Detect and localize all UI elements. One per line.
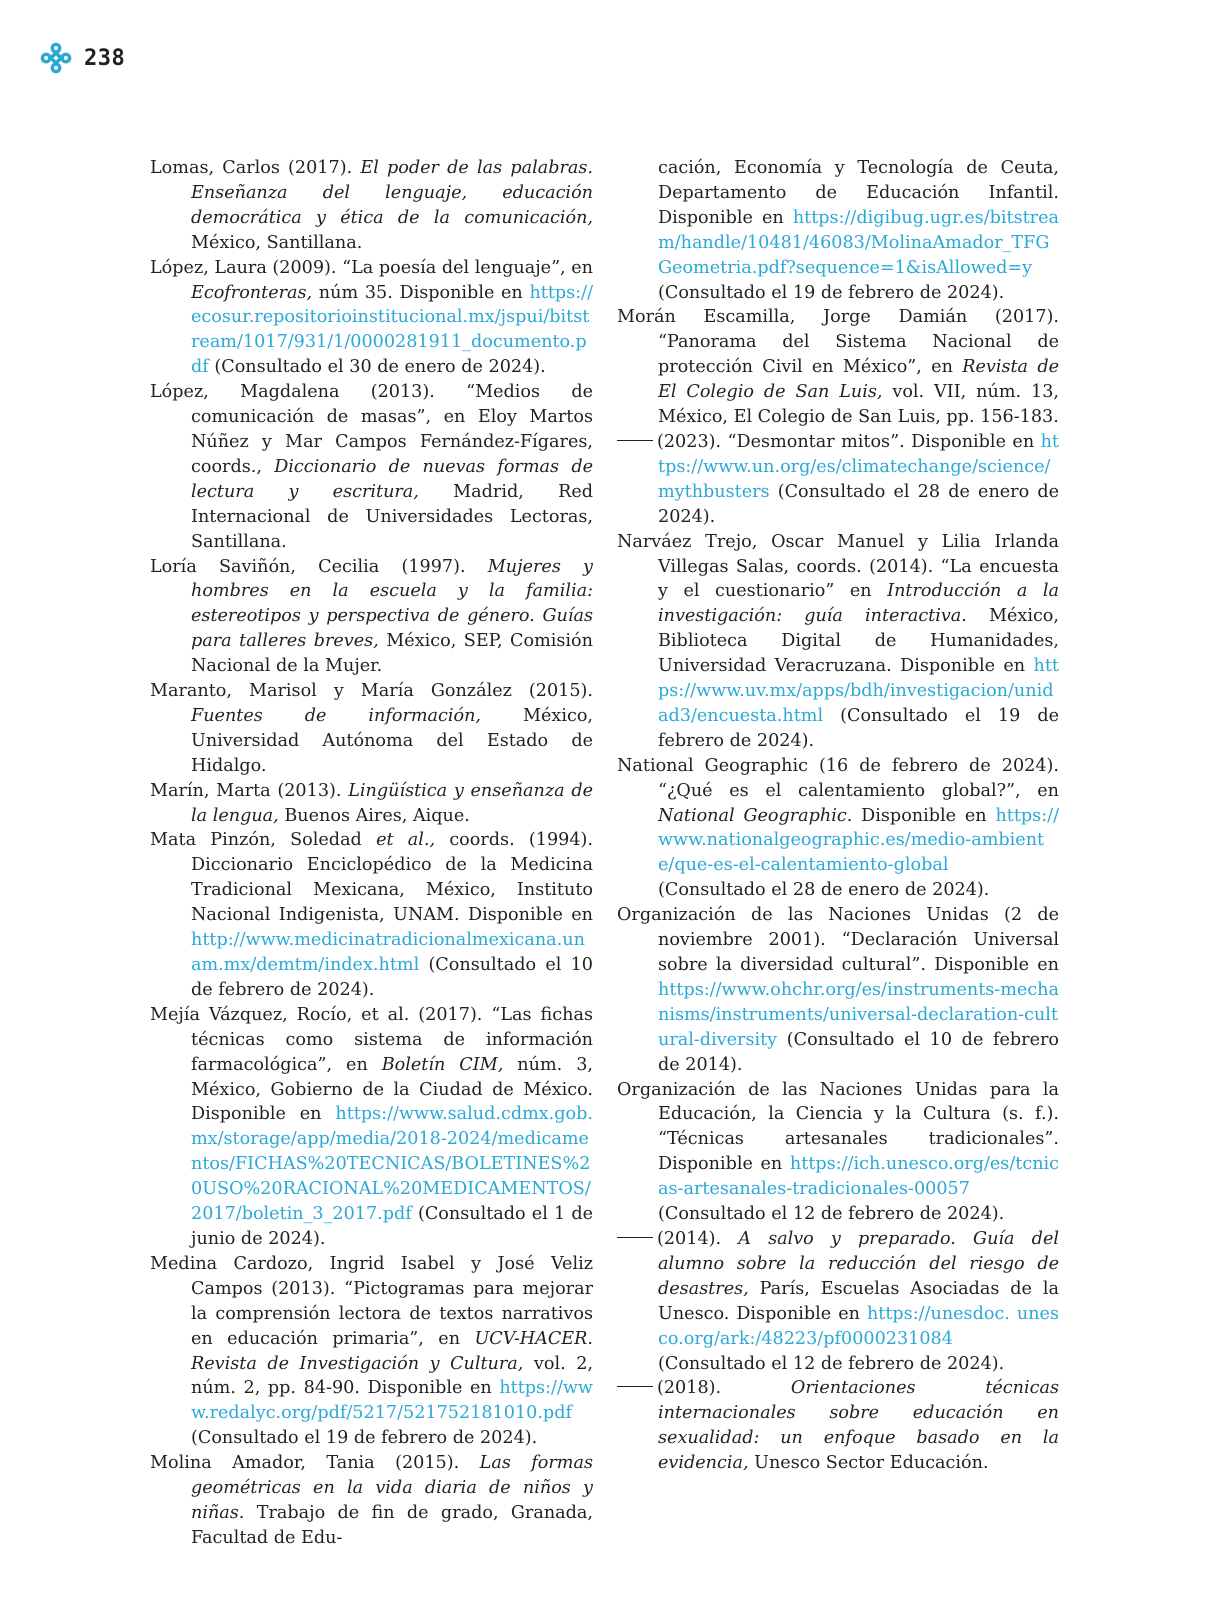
bibliography-entry (150, 1451, 593, 1551)
entry-consulted: (Consultado el 28 de enero de 2024). (658, 880, 990, 901)
entry-consulted: (Consultado el 12 de febrero de 2024). (658, 1353, 1005, 1374)
bibliography-entry (150, 380, 593, 554)
entry-title: Boletín CIM, (381, 1054, 504, 1075)
bibliography-entry (617, 1078, 1059, 1227)
entry-text: (2023). “Desmontar mitos”. Disponible en (657, 431, 1041, 452)
entry-text: Maranto, Marisol y María González (2015). (150, 681, 593, 702)
repeat-author-dash (617, 1386, 653, 1387)
bibliography-entry (617, 530, 1059, 754)
entry-title: Fuentes de información, (191, 705, 482, 726)
entry-title: Orientaciones técnicas internacionales sobre educación en sexualidad: un enfoque basado en la evidencia, (658, 1378, 1059, 1474)
entry-text: Organización de las Naciones Unidas para la Educación, la Ciencia y la Cultura (s. f.). “Técnicas artesanales tradicionales”. Disponible en (617, 1079, 1059, 1175)
entry-text: Morán Escamilla, Jorge Damián (2017). “Panorama del Sistema Nacional de protección Civil en México”, en (617, 307, 1059, 378)
entry-text: Mata Pinzón, Soledad (150, 830, 377, 851)
entry-text: Mejía Vázquez, Rocío, et al. (2017). “Las fichas técnicas como sistema de información farmacológica”, en (150, 1004, 593, 1075)
bibliography-entry (150, 1252, 593, 1451)
entry-link[interactable]: https://www.salud.cdmx.gob.mx/storage/app/media/2018-2024/medicamentos/FICHAS%20TECNICAS/BOLETINES%20USO%20RACIONAL%20MEDICAMENTOS/2017/boletin_3_2017.pdf (191, 1104, 593, 1225)
entry-text: Narváez Trejo, Oscar Manuel y Lilia Irlanda Villegas Salas, coords. (2014). “La encuesta y el cuestionario” en (617, 531, 1059, 602)
page-number: 238 (84, 45, 126, 71)
entry-text: Madrid, Red Internacional de Universidades Lectoras, Santillana. (191, 481, 593, 552)
entry-text: Loría Saviñón, Cecilia (1997). (150, 556, 488, 577)
bibliography-entry (617, 156, 1059, 305)
bibliography-entry (150, 555, 593, 680)
bibliography-entry (150, 156, 593, 256)
entry-link[interactable]: https://www.nationalgeographic.es/medio-ambiente/que-es-el-calentamiento-global (658, 805, 1059, 876)
entry-link[interactable]: https://digibug.ugr.es/bitstream/handle/10481/46083/MolinaAmador_TFGGeometria.pdf?sequence=1&isAllowed=y (658, 207, 1059, 278)
bibliography-entry (617, 305, 1059, 430)
page-header (38, 38, 125, 78)
entry-text: Organización de las Naciones Unidas (2 de noviembre 2001). “Declaración Universal sobre la diversidad cultural”. Disponible en (617, 905, 1059, 975)
bibliography-entry (150, 828, 593, 1002)
entry-consulted: (Consultado el 28 de enero de 2024). (658, 481, 1059, 527)
entry-text: vol. 2, núm. 2, pp. 84-90. Disponible en (191, 1353, 593, 1399)
bibliography-entry (617, 1227, 1059, 1376)
entry-title: et al., (376, 830, 436, 851)
entry-link[interactable]: https://www.ohchr.org/es/instruments-mechanisms/instruments/universal-declaration-cultural-diversity (658, 979, 1060, 1050)
entry-text: núm 35. Disponible en (312, 282, 530, 303)
entry-text: Molina Amador, Tania (2015). (150, 1453, 480, 1474)
entry-title: UCV-HACER. Revista de Investigación y Cultura, (191, 1328, 593, 1374)
entry-title: Lingüística y enseñanza de la lengua, (191, 780, 594, 826)
entry-title: Diccionario de nuevas formas de lectura y escritura, (191, 456, 593, 502)
entry-text: National Geographic (16 de febrero de 2024). “¿Qué es el calentamiento global?”, en (617, 755, 1059, 801)
entry-title: Ecofronteras, (191, 282, 313, 303)
entry-text: México, SEP, Comisión Nacional de la Mujer. (191, 631, 593, 677)
entry-link[interactable]: https://www.uv.mx/apps/bdh/investigacion/unidad3/encuesta.html (658, 656, 1059, 726)
entry-text: (2014). (657, 1228, 739, 1249)
entry-title: Revista de El Colegio de San Luis, (658, 357, 1059, 403)
entry-title: Las formas geométricas en la vida diaria de niños y niñas. (191, 1453, 593, 1523)
entry-consulted: (Consultado el 10 de febrero de 2024). (191, 955, 593, 1000)
entry-text: Marín, Marta (2013). (150, 780, 349, 801)
bibliography-entry (150, 679, 593, 779)
entry-text: Disponible en (852, 805, 996, 826)
entry-text: México, Santillana. (191, 232, 363, 253)
entry-link[interactable]: https://ich.unesco.org/es/tcnicas-artesanales-tradicionales-00057 (658, 1154, 1059, 1200)
entry-consulted: (Consultado el 19 de febrero de 2024). (191, 1428, 538, 1449)
entry-consulted: (Consultado el 19 de febrero de 2024). (658, 705, 1059, 751)
entry-title: A salvo y preparado. Guía del alumno sobre la reducción del riesgo de desastres, (658, 1228, 1059, 1299)
entry-text: López, Laura (2009). “La poesía del lenguaje”, en (150, 257, 593, 278)
entry-title: National Geographic. (658, 805, 853, 826)
entry-text: coords. (1994). Diccionario Enciclopédico de la Medicina Tradicional Mexicana, México, Instituto Nacional Indigenista, UNAM. Disponible en (191, 830, 593, 926)
entry-text: México, Biblioteca Digital de Humanidades, Universidad Veracruzana. Disponible en (658, 606, 1059, 677)
bibliography-entry (150, 779, 593, 829)
entry-text: cación, Economía y Tecnología de Ceuta, Departamento de Educación Infantil. Disponible en (658, 158, 1059, 228)
ornamental-flower-icon (38, 40, 74, 76)
entry-text: Unesco Sector Educación. (748, 1453, 989, 1474)
entry-text: México, Universidad Autónoma del Estado de Hidalgo. (191, 705, 594, 776)
repeat-author-dash (617, 440, 653, 441)
entry-text: López, Magdalena (2013). “Medios de comunicación de masas”, en Eloy Martos Núñez y Mar Campos Fernández-Fígares, coords., (150, 382, 593, 477)
bibliography-entry (150, 256, 593, 381)
entry-link[interactable]: http://www.medicinatradicionalmexicana.unam.mx/demtm/index.html (191, 930, 585, 975)
entry-text: Buenos Aires, Aique. (278, 805, 470, 826)
entry-text: Lomas, Carlos (2017). (150, 158, 361, 178)
entry-consulted: (Consultado el 1 de junio de 2024). (191, 1204, 593, 1249)
entry-consulted: (Consultado el 10 de febrero de 2014). (658, 1029, 1059, 1075)
bibliography-entry (617, 1376, 1059, 1476)
entry-link[interactable]: https://www.redalyc.org/pdf/5217/521752181010.pdf (191, 1378, 593, 1424)
entry-link[interactable]: https://www.un.org/es/climatechange/science/mythbusters (658, 431, 1059, 502)
entry-title: Mujeres y hombres en la escuela y la familia: estereotipos y perspectiva de género. Guías para talleres breves, (191, 556, 593, 652)
bibliography-entry (150, 1003, 593, 1252)
bibliography-column-right (617, 156, 1059, 1476)
entry-text: vol. VII, núm. 13, México, El Colegio de San Luis, pp. 156-183. (658, 382, 1059, 428)
entry-consulted: (Consultado el 30 de enero de 2024). (208, 357, 546, 378)
entry-text: Medina Cardozo, Ingrid Isabel y José Veliz Campos (2013). “Pictogramas para mejorar la comprensión lectora de textos narrativos en educación primaria”, en (150, 1253, 593, 1349)
entry-title: El poder de las palabras. Enseñanza del lenguaje, educación democrática y ética de la comunicación, (191, 158, 594, 228)
repeat-author-dash (617, 1237, 653, 1238)
bibliography-entry (617, 754, 1059, 903)
entry-consulted: (Consultado el 19 de febrero de 2024). (658, 282, 1005, 303)
entry-link[interactable]: https://unesdoc. unesco.org/ark:/48223/pf0000231084 (658, 1303, 1059, 1349)
entry-text: Trabajo de fin de grado, Granada, Facultad de Edu- (191, 1502, 593, 1548)
bibliography-entry (617, 903, 1059, 1077)
bibliography-column-left (150, 156, 593, 1551)
entry-text: (2018). (657, 1378, 791, 1399)
entry-consulted: (Consultado el 12 de febrero de 2024). (658, 1204, 1005, 1225)
bibliography-entry (617, 430, 1059, 530)
entry-text: París, Escuelas Asociadas de la Unesco. Disponible en (658, 1278, 1059, 1324)
entry-title: Introducción a la investigación: guía interactiva. (658, 581, 1060, 627)
entry-text: núm. 3, México, Gobierno de la Ciudad de México. Disponible en (191, 1054, 593, 1125)
entry-link[interactable]: https://ecosur.repositorioinstitucional.mx/jspui/bitstream/1017/931/1/0000281911_documento.pdf (191, 282, 593, 378)
